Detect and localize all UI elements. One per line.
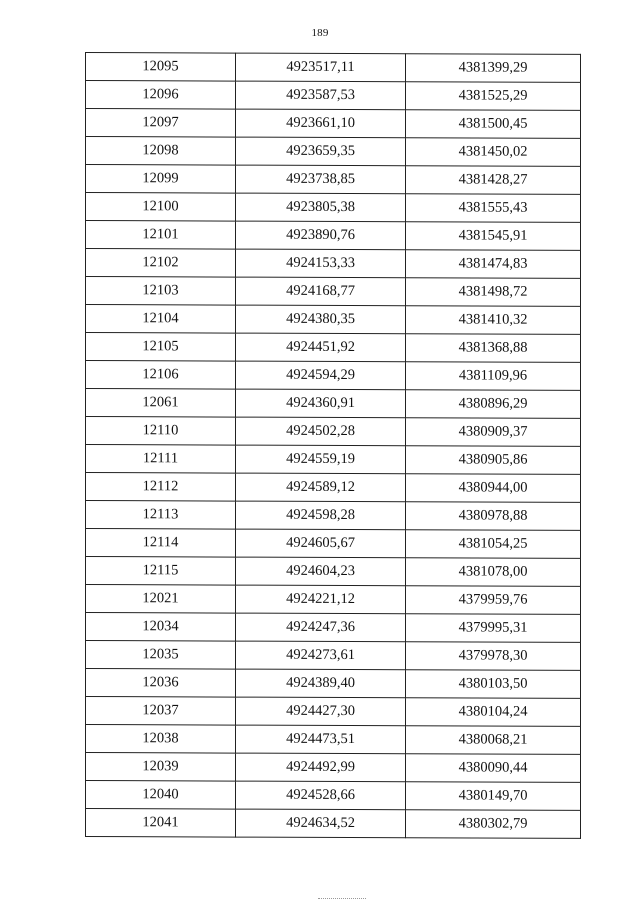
y-coordinate-cell: 4380944,00 <box>406 474 581 503</box>
x-coordinate-cell: 4924168,77 <box>236 277 406 306</box>
point-id-cell: 12100 <box>86 193 236 222</box>
table-row <box>86 529 581 559</box>
x-coordinate-cell: 4923517,11 <box>236 53 406 82</box>
y-coordinate-cell: 4380090,44 <box>406 754 581 783</box>
table-row <box>86 445 581 475</box>
point-id-cell: 12101 <box>86 221 236 250</box>
x-coordinate-cell: 4924473,51 <box>236 725 406 754</box>
x-coordinate-cell: 4923738,85 <box>236 165 406 194</box>
table-row <box>86 361 581 391</box>
table-row <box>86 305 581 335</box>
x-coordinate-cell: 4924604,23 <box>236 557 406 586</box>
point-id-cell: 12039 <box>86 753 236 782</box>
point-id-cell: 12113 <box>86 501 236 530</box>
point-id-cell: 12098 <box>86 137 236 166</box>
x-coordinate-cell: 4924153,33 <box>236 249 406 278</box>
y-coordinate-cell: 4381474,83 <box>406 250 581 279</box>
y-coordinate-cell: 4380103,50 <box>406 670 581 699</box>
point-id-cell: 12061 <box>86 389 236 418</box>
point-id-cell: 12102 <box>86 249 236 278</box>
point-id-cell: 12037 <box>86 697 236 726</box>
y-coordinate-cell: 4380896,29 <box>406 390 581 419</box>
y-coordinate-cell: 4379959,76 <box>406 586 581 615</box>
y-coordinate-cell: 4381428,27 <box>406 166 581 195</box>
y-coordinate-cell: 4380104,24 <box>406 698 581 727</box>
table-row <box>86 81 581 111</box>
x-coordinate-cell: 4923659,35 <box>236 137 406 166</box>
point-id-cell: 12097 <box>86 109 236 138</box>
x-coordinate-cell: 4924247,36 <box>236 613 406 642</box>
point-id-cell: 12035 <box>86 641 236 670</box>
table-row <box>86 193 581 223</box>
point-id-cell: 12096 <box>86 81 236 110</box>
x-coordinate-cell: 4924389,40 <box>236 669 406 698</box>
table-row <box>86 277 581 307</box>
y-coordinate-cell: 4381368,88 <box>406 334 581 363</box>
y-coordinate-cell: 4381450,02 <box>406 138 581 167</box>
y-coordinate-cell: 4381525,29 <box>406 82 581 111</box>
x-coordinate-cell: 4924559,19 <box>236 445 406 474</box>
point-id-cell: 12099 <box>86 165 236 194</box>
point-id-cell: 12034 <box>86 613 236 642</box>
table-row <box>86 137 581 167</box>
point-id-cell: 12095 <box>86 53 236 82</box>
x-coordinate-cell: 4924528,66 <box>236 781 406 810</box>
scan-artifact-line <box>318 898 366 900</box>
table-row <box>86 249 581 279</box>
y-coordinate-cell: 4381545,91 <box>406 222 581 251</box>
table-row <box>86 221 581 251</box>
table-row <box>86 697 581 727</box>
x-coordinate-cell: 4923805,38 <box>236 193 406 222</box>
table-row <box>86 53 581 83</box>
table-row <box>86 613 581 643</box>
table-row <box>86 781 581 811</box>
point-id-cell: 12103 <box>86 277 236 306</box>
table-row <box>86 109 581 139</box>
page-number: 189 <box>311 27 329 39</box>
table-row <box>86 417 581 447</box>
x-coordinate-cell: 4924589,12 <box>236 473 406 502</box>
point-id-cell: 12105 <box>86 333 236 362</box>
y-coordinate-cell: 4379978,30 <box>406 642 581 671</box>
y-coordinate-cell: 4381410,32 <box>406 306 581 335</box>
y-coordinate-cell: 4380068,21 <box>406 726 581 755</box>
x-coordinate-cell: 4924360,91 <box>236 389 406 418</box>
point-id-cell: 12040 <box>86 781 236 810</box>
x-coordinate-cell: 4924605,67 <box>236 529 406 558</box>
point-id-cell: 12036 <box>86 669 236 698</box>
coordinates-table-body <box>86 53 581 839</box>
x-coordinate-cell: 4924492,99 <box>236 753 406 782</box>
point-id-cell: 12106 <box>86 361 236 390</box>
x-coordinate-cell: 4924451,92 <box>236 333 406 362</box>
point-id-cell: 12110 <box>86 417 236 446</box>
y-coordinate-cell: 4380905,86 <box>406 446 581 475</box>
table-row <box>86 725 581 755</box>
x-coordinate-cell: 4923661,10 <box>236 109 406 138</box>
point-id-cell: 12115 <box>86 557 236 586</box>
y-coordinate-cell: 4379995,31 <box>406 614 581 643</box>
y-coordinate-cell: 4381078,00 <box>406 558 581 587</box>
y-coordinate-cell: 4381498,72 <box>406 278 581 307</box>
y-coordinate-cell: 4381500,45 <box>406 110 581 139</box>
y-coordinate-cell: 4381399,29 <box>406 54 581 83</box>
table-row <box>86 809 581 839</box>
y-coordinate-cell: 4381555,43 <box>406 194 581 223</box>
x-coordinate-cell: 4924634,52 <box>236 809 406 838</box>
point-id-cell: 12111 <box>86 445 236 474</box>
table-row <box>86 501 581 531</box>
x-coordinate-cell: 4923890,76 <box>236 221 406 250</box>
point-id-cell: 12021 <box>86 585 236 614</box>
table-row <box>86 669 581 699</box>
point-id-cell: 12114 <box>86 529 236 558</box>
y-coordinate-cell: 4381109,96 <box>406 362 581 391</box>
point-id-cell: 12038 <box>86 725 236 754</box>
x-coordinate-cell: 4923587,53 <box>236 81 406 110</box>
x-coordinate-cell: 4924380,35 <box>236 305 406 334</box>
y-coordinate-cell: 4381054,25 <box>406 530 581 559</box>
x-coordinate-cell: 4924427,30 <box>236 697 406 726</box>
table-row <box>86 641 581 671</box>
y-coordinate-cell: 4380978,88 <box>406 502 581 531</box>
y-coordinate-cell: 4380302,79 <box>406 810 581 839</box>
table-row <box>86 473 581 503</box>
point-id-cell: 12041 <box>86 809 236 838</box>
y-coordinate-cell: 4380909,37 <box>406 418 581 447</box>
point-id-cell: 12104 <box>86 305 236 334</box>
x-coordinate-cell: 4924594,29 <box>236 361 406 390</box>
coordinates-table <box>85 52 581 839</box>
table-row <box>86 333 581 363</box>
x-coordinate-cell: 4924273,61 <box>236 641 406 670</box>
table-row <box>86 389 581 419</box>
table-row <box>86 585 581 615</box>
x-coordinate-cell: 4924502,28 <box>236 417 406 446</box>
x-coordinate-cell: 4924221,12 <box>236 585 406 614</box>
table-row <box>86 165 581 195</box>
table-row <box>86 753 581 783</box>
x-coordinate-cell: 4924598,28 <box>236 501 406 530</box>
y-coordinate-cell: 4380149,70 <box>406 782 581 811</box>
point-id-cell: 12112 <box>86 473 236 502</box>
table-row <box>86 557 581 587</box>
